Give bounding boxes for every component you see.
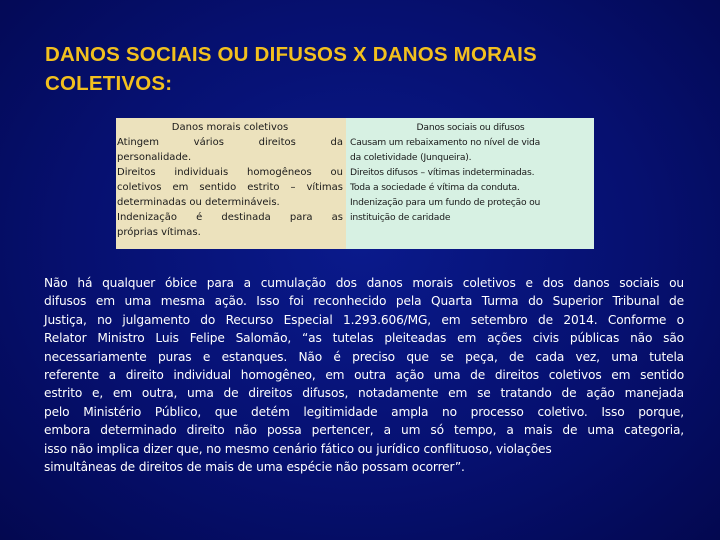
paragraph-line: Não há qualquer óbice para a cumulação dos danos morais coletivos e dos danos sociais ou	[44, 276, 684, 290]
right-line: Causam um rebaixamento no nível de vida	[350, 137, 541, 148]
right-line: instituição de caridade	[350, 212, 451, 223]
paragraph-line: pelo Ministério Público, que detém legitimidade ampla no processo coletivo. Isso porque,	[44, 404, 684, 419]
right-line: Toda a sociedade é vítima da conduta.	[350, 182, 520, 193]
paragraph-line: estrito e, em outra, uma de direitos difusos, notadamente em se tratando de ação manejada	[44, 386, 684, 401]
paragraph-line: referente a direito individual homogêneo, em outra ação uma de direitos coletivos em sentido	[44, 368, 684, 383]
slide-title-line-1: DANOS SOCIAIS OU DIFUSOS X DANOS MORAIS	[45, 43, 537, 66]
right-line: da coletividade (Junqueira).	[350, 152, 472, 163]
paragraph-line: Relator Ministro Luis Felipe Salomão, “as tutelas pleiteadas em ações civis públicas não são	[44, 331, 684, 346]
column-danos-sociais-difusos	[346, 118, 594, 249]
left-line: Direitos individuais homogêneos ou	[117, 167, 343, 178]
left-line: personalidade.	[117, 152, 192, 163]
right-line: Direitos difusos – vítimas indeterminadas.	[350, 167, 535, 178]
paragraph-line: simultâneas de direitos de mais de uma espécie não possam ocorrer”.	[44, 460, 465, 475]
paragraph-line: Justiça, no julgamento do Recurso Especial 1.293.606/MG, em setembro de 2014. Conforme o	[44, 312, 684, 327]
left-line: Atingem vários direitos da	[117, 137, 343, 148]
slide-title	[45, 40, 685, 98]
paragraph-line: isso não implica dizer que, no mesmo cenário fático ou jurídico conflituoso, violações	[44, 441, 552, 456]
column-danos-morais-coletivos	[116, 118, 346, 249]
slide-title-line-2: COLETIVOS:	[45, 72, 173, 95]
paragraph-line: necessariamente puras e estanques. Não é preciso que se peça, de cada vez, uma tutela	[44, 349, 684, 364]
column-header-left: Danos morais coletivos	[171, 122, 289, 133]
left-line: Indenização é destinada para as	[117, 212, 343, 223]
left-line: próprias vítimas.	[117, 227, 201, 238]
body-paragraph	[44, 274, 684, 476]
comparison-table	[116, 118, 594, 249]
paragraph-line: difusos em uma mesma ação. Isso foi reconhecido pela Quarta Turma do Superior Tribunal de	[44, 294, 684, 309]
paragraph-line: embora determinado direito não possa pertencer, a um só tempo, a mais de uma categoria,	[44, 423, 684, 438]
column-header-right: Danos sociais ou difusos	[416, 122, 525, 133]
left-line: coletivos em sentido estrito – vítimas	[117, 182, 343, 193]
right-line: Indenização para um fundo de proteção ou	[350, 197, 541, 208]
left-line: determinadas ou determináveis.	[117, 197, 280, 208]
